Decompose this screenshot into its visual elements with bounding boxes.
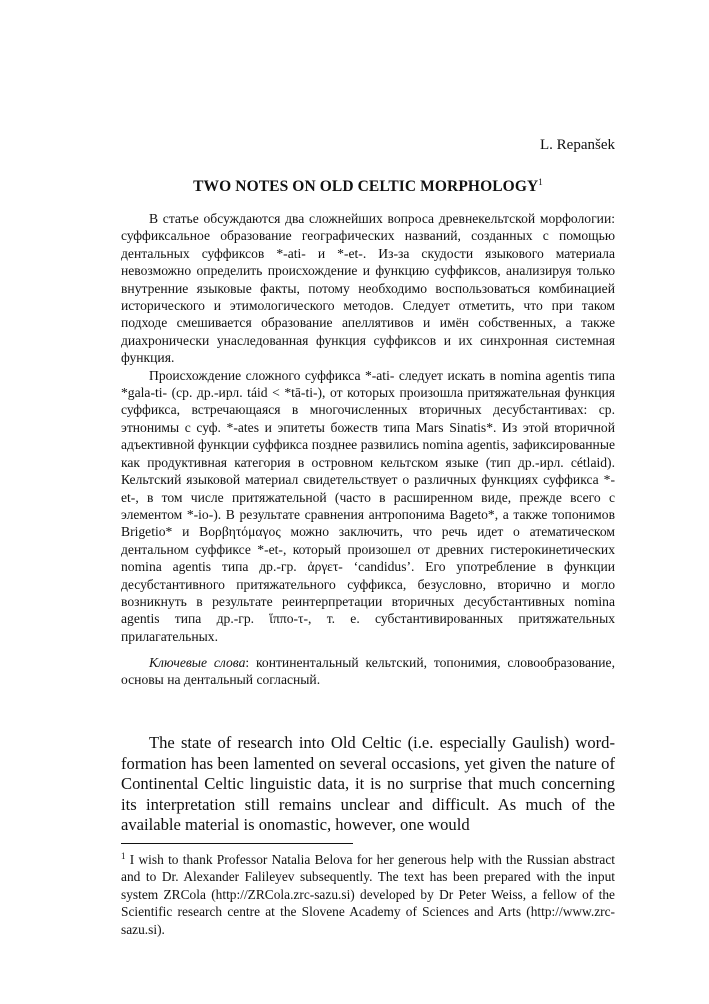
abstract-paragraph-1: В статье обсуждаются два сложнейших вопроса древнекельтской морфологии: суффиксальное образование географических названий, созданных с помощью дентальных суффиксов *-ati- и *-et-. Из-за скудости языкового материала невозможно определить происхождение и функцию суффиксов, анализируя только внутренние языковые факты, потому необходимо воспользоваться комбинацией исторического и этимологического методов. Следует отметить, что при таком подходе смешивается образование апеллятивов и имён собственных, а также диахронически унаследованная функция суффиксов и их синхронная системная функция. [121, 211, 615, 366]
russian-abstract [121, 210, 615, 645]
footnote-rule [121, 843, 353, 844]
keywords-label: Ключевые слова [149, 655, 246, 670]
footnote-text: I wish to thank Professor Natalia Belova for her generous help with the Russian abstract and to Dr. Alexander Falileyev subsequently. The text has been prepared with the input system ZRCola (http://ZRCola.zrc-sazu.si) developed by Dr Peter Weiss, a fellow of the Scientific research centre at the Slovene Academy of Sciences and Arts (http://www.zrc-sazu.si). [121, 852, 615, 937]
footnote-marker: 1 [121, 851, 126, 861]
title-text: TWO NOTES ON OLD CELTIC MORPHOLOGY [193, 178, 539, 195]
footnote [121, 848, 615, 938]
keywords-text: : континентальный кельтский, топонимия, словообразование, основы на дентальный согласный. [121, 655, 615, 688]
abstract-paragraph-2: Происхождение сложного суффикса *-ati- следует искать в nomina agentis типа *gala-ti- (ср. др.-ирл. táid < *tā-ti-), от которых произошла притяжательная функция суффикса, встречающаяся в многочисленных вторичных десубстантивах: ср. этнонимы с суф. *-ates и эпитеты божеств типа Mars Sinatis*. Из этой вторичной адъективной функции суффикса позднее развились nomina agentis, зафиксированные как продуктивная категория в островном кельтском языке (тип др.-ирл. cétlaid). Кельтский языковой материал свидетельствует о различных функциях суффикса *-et-, в том числе притяжательной (часто в расширенном виде, прежде всего с элементом *-io-). В результате сравнения антропонима Bageto*, а также топонимов Brigetio* и Βορβητόμαγος можно заключить, что речь идет о атематическом дентальном суффиксе *-et-, который произошел от древних гистерокинетических nomina agentis типа др.-гр. ἀργετ- ‘candidus’. Его употребление в функции десубстантивного притяжательного суффикса, безусловно, вторично и могло возникнуть в результате реинтерпретации вторичных десубстантивных nomina agentis типа др.-гр. ἵππο-τ-, т. е. субстантивированных притяжательных прилагательных. [121, 367, 615, 644]
body-paragraph: The state of research into Old Celtic (i.e. especially Gaulish) word-formation has been lamented on several occasions, yet given the nature of Continental Celtic linguistic data, it is no surprise that much concerning its interpretation still remains unclear and difficult. As much of the available material is onomastic, however, one would [121, 733, 615, 835]
author-name: L. Repanšek [540, 137, 615, 153]
title-footnote-marker: 1 [538, 177, 543, 187]
keywords [121, 654, 615, 689]
paper-title [121, 177, 615, 196]
